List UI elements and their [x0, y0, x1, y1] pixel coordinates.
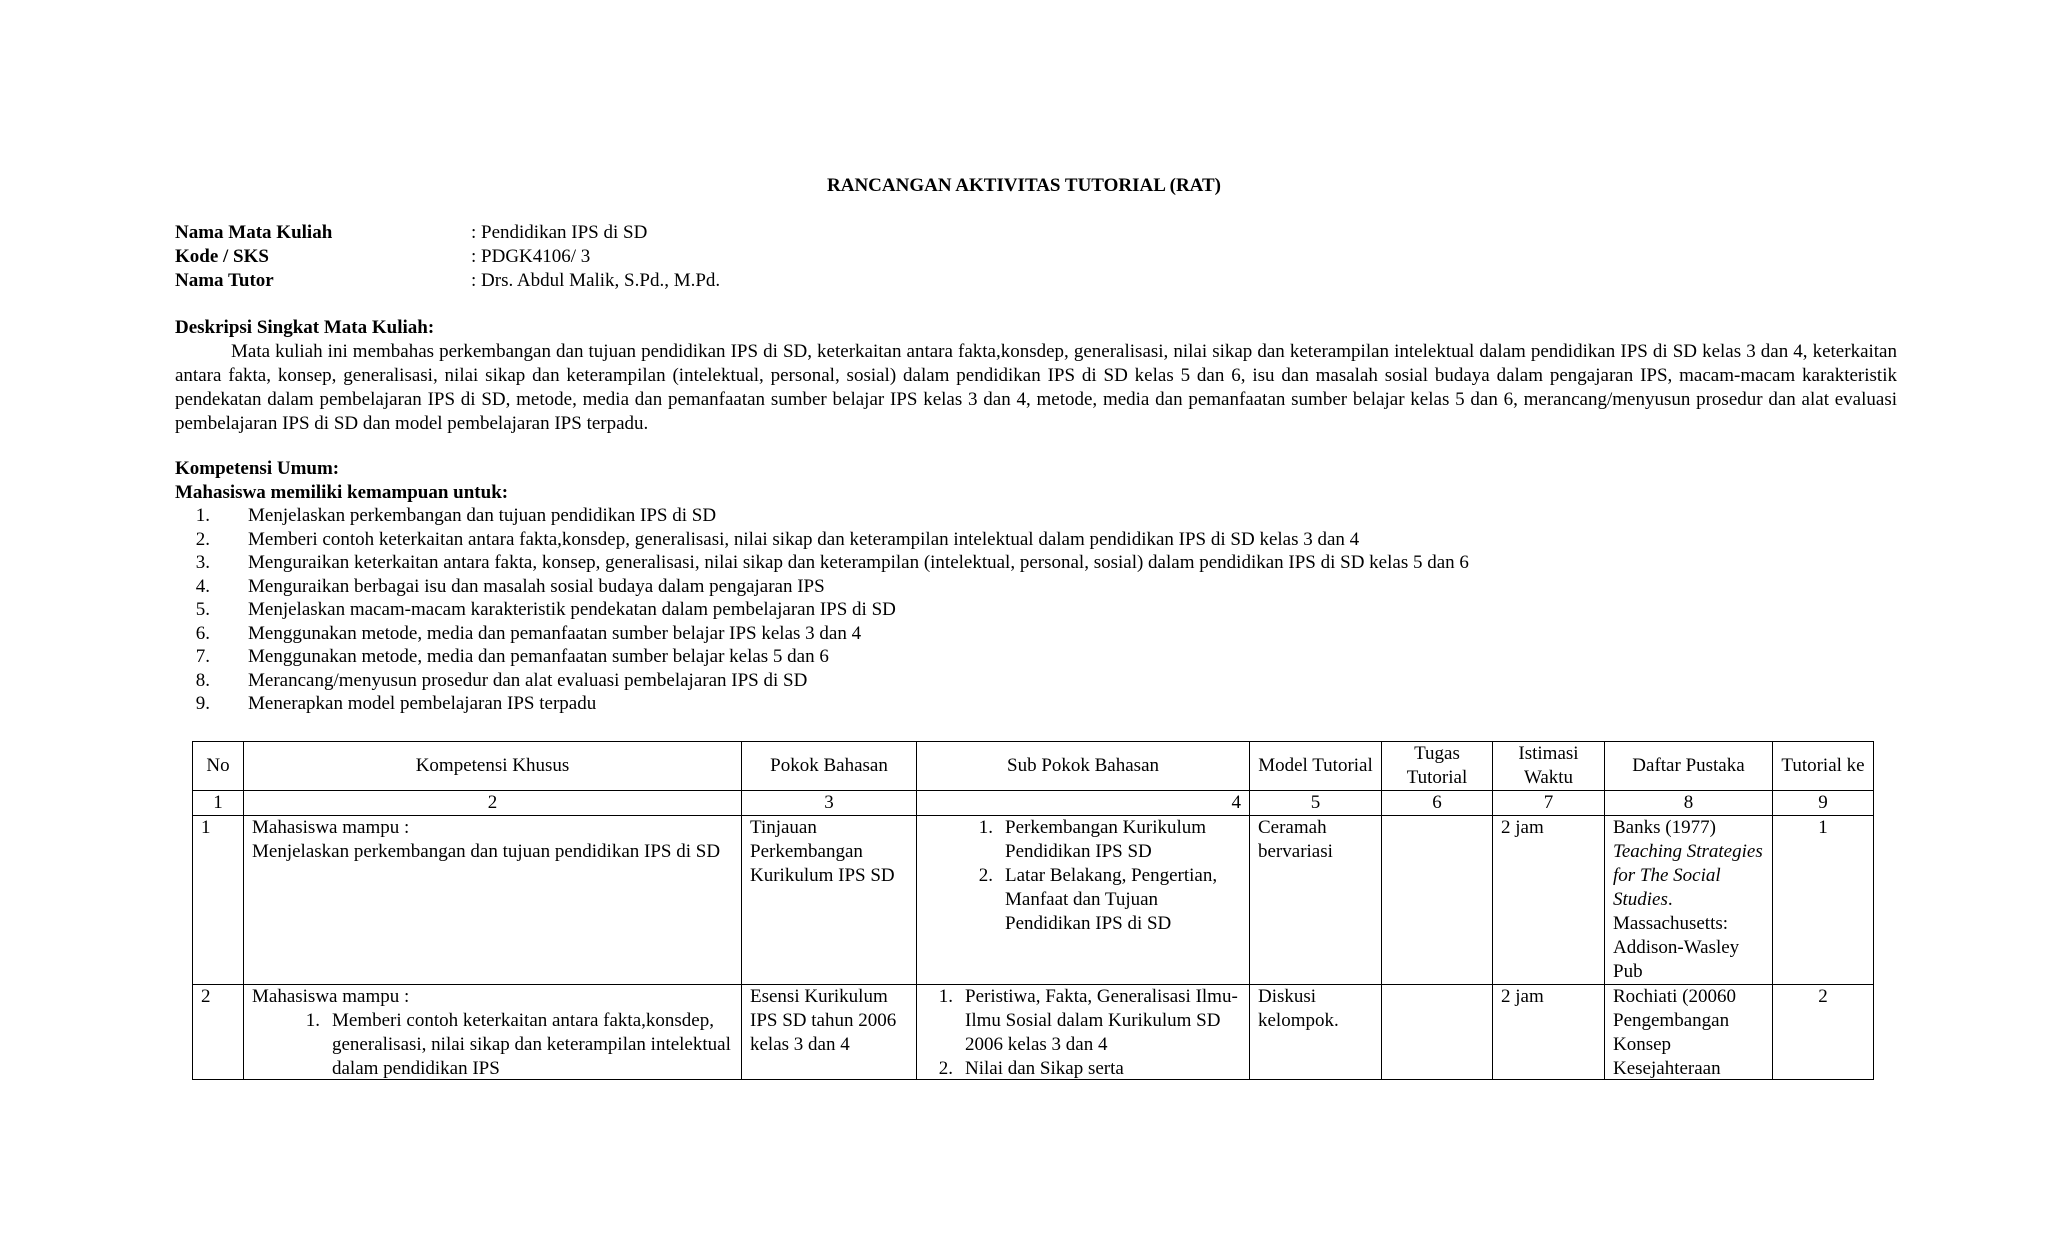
description-heading: Deskripsi Singkat Mata Kuliah:	[175, 317, 435, 338]
list-item	[175, 692, 1469, 716]
column-number: 7	[1493, 791, 1605, 816]
column-number: 1	[193, 791, 244, 816]
meta-row-code	[175, 245, 720, 269]
cell-waktu: 2 jam	[1493, 985, 1605, 1080]
list-text: Menjelaskan perkembangan dan tujuan pendidikan IPS di SD	[248, 505, 717, 526]
list-number: 3.	[195, 552, 210, 573]
list-number: 6.	[195, 622, 210, 644]
cell-kompetensi	[244, 816, 742, 985]
column-header-pokok: Pokok Bahasan	[742, 742, 917, 791]
list-text: Menjelaskan macam-macam karakteristik pendekatan dalam pembelajaran IPS di SD	[248, 599, 896, 620]
meta-value: : Pendidikan IPS di SD	[471, 222, 648, 243]
column-number: 5	[1250, 791, 1382, 816]
list-text: Latar Belakang, Pengertian, Manfaat dan Tujuan Pendidikan IPS di SD	[1005, 865, 1218, 934]
cell-kompetensi	[244, 985, 742, 1080]
list-number: 2.	[938, 1058, 953, 1078]
sub-topic-list	[925, 985, 1241, 1078]
kompetensi-text: Menjelaskan perkembangan dan tujuan pendidikan IPS di SD	[252, 841, 721, 862]
column-header-no: No	[193, 742, 244, 791]
column-header-tutorial-ke: Tutorial ke	[1773, 742, 1874, 791]
kompetensi-list	[252, 1009, 733, 1078]
column-header-model: Model Tutorial	[1250, 742, 1382, 791]
list-text: Menggunakan metode, media dan pemanfaatan sumber belajar kelas 5 dan 6	[248, 646, 829, 667]
column-header-sub-pokok: Sub Pokok Bahasan	[917, 742, 1250, 791]
column-number: 2	[244, 791, 742, 816]
cell-sub-pokok	[917, 816, 1250, 985]
list-text: Peristiwa, Fakta, Generalisasi Ilmu-Ilmu Sosial dalam Kurikulum SD 2006 kelas 3 dan 4	[965, 986, 1238, 1055]
meta-value: : PDGK4106/ 3	[471, 246, 591, 267]
list-item	[292, 1009, 733, 1078]
meta-row-tutor	[175, 269, 720, 293]
competency-heading: Kompetensi Umum:	[175, 458, 340, 479]
list-text: Memberi contoh keterkaitan antara fakta,konsdep, generalisasi, nilai sikap dan keterampilan intelektual dalam pendidikan IPS di SD kelas 3 dan 4	[248, 528, 1360, 550]
reference-text: Rochiati (20060 Pengembangan Konsep Kesejahteraan	[1613, 986, 1736, 1078]
cell-no: 1	[193, 816, 244, 985]
cell-tutorial-ke: 1	[1773, 816, 1874, 985]
list-text: Nilai dan Sikap serta	[965, 1058, 1124, 1078]
list-item	[175, 504, 1469, 528]
table-row	[193, 816, 1874, 985]
list-item	[175, 669, 1469, 693]
column-number: 9	[1773, 791, 1874, 816]
competency-list	[175, 504, 1469, 716]
list-number: 1.	[195, 505, 210, 526]
reference-publisher: . Massachusetts: Addison-Wasley Pub	[1613, 889, 1740, 982]
meta-label: Kode / SKS	[175, 246, 269, 267]
list-number: 7.	[195, 646, 210, 667]
cell-no: 2	[193, 985, 244, 1080]
list-item	[175, 551, 1469, 575]
list-number: 2.	[978, 865, 993, 886]
column-header-pustaka: Daftar Pustaka	[1605, 742, 1773, 791]
competency-subheading: Mahasiswa memiliki kemampuan untuk:	[175, 482, 509, 503]
cell-pustaka	[1605, 985, 1773, 1080]
cell-model: Ceramah bervariasi	[1250, 816, 1382, 985]
description-text: Mata kuliah ini membahas perkembangan dan tujuan pendidikan IPS di SD, keterkaitan antara fakta,konsdep, generalisasi, nilai sikap dan keterampilan intelektual dalam pendidikan IPS di SD kelas 3 dan 4, keterkaitan antara fakta, konsep, generalisasi, nilai sikap dan keterampilan (intelektual, personal, sosial) dalam pendidikan IPS di SD kelas 5 dan 6, isu dan masalah sosial budaya dalam pengajaran IPS, macam-macam karakteristik pendekatan dalam pembelajaran IPS di SD, metode, media dan pemanfaatan sumber belajar IPS kelas 3 dan 4, metode, media dan pemanfaatan sumber belajar kelas 5 dan 6, merancang/menyusun prosedur dan alat evaluasi pembelajaran IPS di SD dan model pembelajaran IPS terpadu.	[175, 341, 1897, 434]
cell-tutorial-ke: 2	[1773, 985, 1874, 1080]
list-number: 1.	[978, 817, 993, 838]
list-item	[175, 622, 1469, 646]
tutorial-activity-table	[192, 741, 1874, 1080]
list-number: 2.	[195, 528, 210, 550]
list-text: Merancang/menyusun prosedur dan alat evaluasi pembelajaran IPS di SD	[248, 669, 808, 691]
cell-pokok: Tinjauan Perkembangan Kurikulum IPS SD	[742, 816, 917, 985]
cell-waktu: 2 jam	[1493, 816, 1605, 985]
meta-label: Nama Tutor	[175, 270, 274, 291]
cell-pokok: Esensi Kurikulum IPS SD tahun 2006 kelas 3 dan 4	[742, 985, 917, 1080]
column-header-kompetensi: Kompetensi Khusus	[244, 742, 742, 791]
list-number: 5.	[195, 599, 210, 620]
table-row	[193, 985, 1874, 1080]
meta-label: Nama Mata Kuliah	[175, 222, 333, 243]
list-item	[175, 645, 1469, 669]
meta-row-course-name	[175, 221, 720, 245]
column-number: 8	[1605, 791, 1773, 816]
list-item	[925, 985, 1241, 1057]
cell-sub-pokok	[917, 985, 1250, 1080]
list-text: Memberi contoh keterkaitan antara fakta,konsdep, generalisasi, nilai sikap dan keterampilan intelektual dalam pendidikan IPS	[332, 1010, 731, 1078]
sub-topic-list	[925, 816, 1241, 936]
list-item	[175, 575, 1469, 599]
column-number: 6	[1382, 791, 1493, 816]
column-header-tugas: Tugas Tutorial	[1382, 742, 1493, 791]
list-number: 8.	[195, 669, 210, 691]
document-title: RANCANGAN AKTIVITAS TUTORIAL (RAT)	[827, 175, 1221, 196]
list-number: 4.	[195, 575, 210, 597]
list-text: Menerapkan model pembelajaran IPS terpadu	[248, 693, 597, 714]
kompetensi-intro: Mahasiswa mampu :	[252, 817, 410, 838]
table-header-row	[193, 742, 1874, 791]
course-meta	[175, 221, 720, 293]
list-item	[175, 598, 1469, 622]
column-header-waktu: Istimasi Waktu	[1493, 742, 1605, 791]
kompetensi-intro: Mahasiswa mampu :	[252, 986, 410, 1007]
meta-value: : Drs. Abdul Malik, S.Pd., M.Pd.	[471, 270, 721, 291]
cell-pustaka	[1605, 816, 1773, 985]
column-number: 4	[917, 791, 1250, 816]
list-number: 1.	[938, 986, 953, 1007]
list-item	[925, 1057, 1241, 1078]
cell-model: Diskusi kelompok.	[1250, 985, 1382, 1080]
column-number: 3	[742, 791, 917, 816]
list-number: 1.	[305, 1010, 320, 1031]
column-number-row	[193, 791, 1874, 816]
list-item	[965, 864, 1241, 936]
list-text: Perkembangan Kurikulum Pendidikan IPS SD	[1005, 817, 1207, 862]
reference-title: Teaching Strategies for The Social Studies	[1613, 841, 1763, 910]
cell-tugas	[1382, 985, 1493, 1080]
reference-author: Banks (1977)	[1613, 817, 1716, 838]
list-item	[965, 816, 1241, 864]
cell-tugas	[1382, 816, 1493, 985]
list-item	[175, 528, 1469, 552]
list-text: Menguraikan keterkaitan antara fakta, konsep, generalisasi, nilai sikap dan keterampilan (intelektual, personal, sosial) dalam pendidikan IPS di SD kelas 5 dan 6	[248, 552, 1469, 573]
list-text: Menggunakan metode, media dan pemanfaatan sumber belajar IPS kelas 3 dan 4	[248, 622, 862, 644]
list-text: Menguraikan berbagai isu dan masalah sosial budaya dalam pengajaran IPS	[248, 575, 825, 597]
list-number: 9.	[195, 693, 210, 714]
